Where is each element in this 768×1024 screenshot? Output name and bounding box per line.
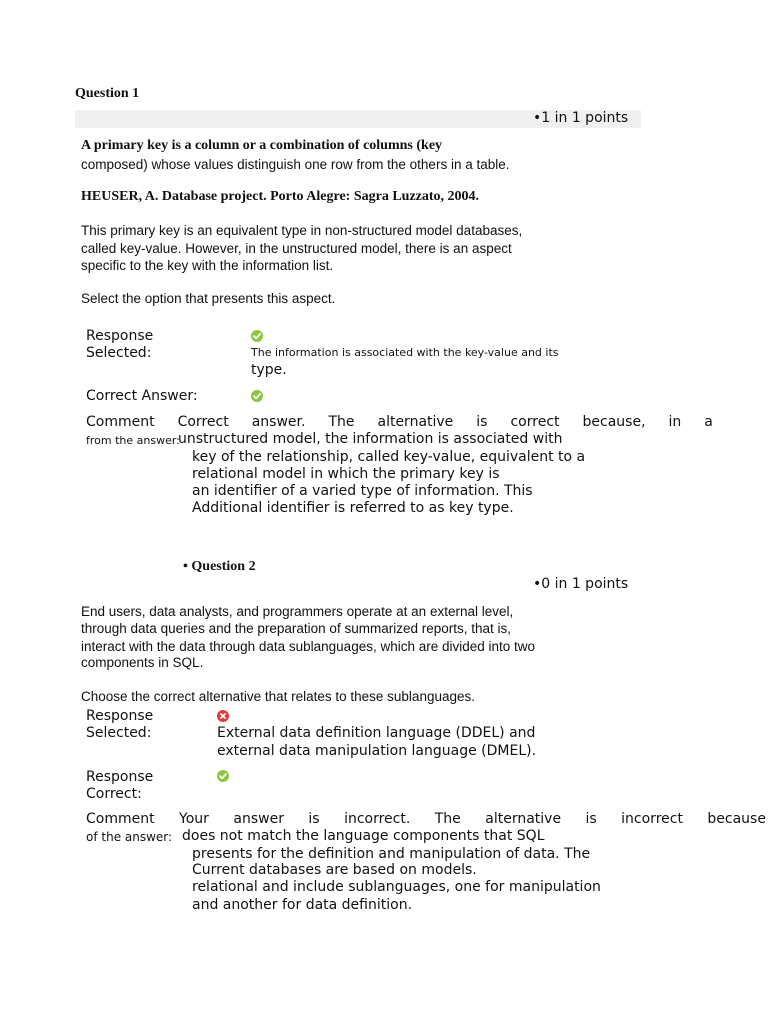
q2-paragraph-line: components in SQL. (81, 655, 204, 670)
q2-title: • Question 2 (183, 559, 256, 574)
comment-word: because (707, 811, 766, 827)
q1-instruction: Select the option that presents this aspect. (81, 291, 336, 306)
q1-comment-first-line (86, 414, 713, 430)
comment-word: The (434, 811, 461, 827)
q1-paragraph-line: called key-value. However, in the unstructured model, there is an aspect (81, 241, 512, 256)
q2-comment-line: Current databases are based on models. (192, 862, 477, 878)
comment-label: Comment (86, 414, 155, 430)
comment-word: is (585, 811, 597, 827)
comment-word: correct (510, 414, 560, 430)
q2-comment-first-line (86, 811, 766, 827)
q2-response-text: external data manipulation language (DMEL). (217, 743, 537, 759)
check-circle-icon (251, 330, 263, 342)
comment-word: answer. (251, 414, 306, 430)
comment-word: a (704, 414, 713, 430)
q2-points: •0 in 1 points (533, 576, 629, 592)
comment-word: is (476, 414, 488, 430)
q2-comment-line: does not match the language components that SQL (182, 828, 545, 844)
comment-word: Correct (177, 414, 229, 430)
q2-paragraph-line: End users, data analysts, and programmers operate at an external level, (81, 604, 514, 619)
q1-comment-line: Additional identifier is referred to as key type. (192, 500, 514, 516)
comment-word: alternative (377, 414, 454, 430)
q1-response-text: The information is associated with the key-value and its (251, 346, 559, 359)
q1-reference: HEUSER, A. Database project. Porto Alegre: Sagra Luzzato, 2004. (81, 189, 480, 204)
q1-title: Question 1 (75, 86, 140, 101)
q2-comment-line: and another for data definition. (192, 897, 413, 913)
q2-comment-line: presents for the definition and manipulation of data. The (192, 846, 591, 862)
q1-correct-label: Correct Answer: (86, 388, 198, 404)
q2-comment-line: relational and include sublanguages, one for manipulation (192, 879, 601, 895)
check-circle-icon (251, 390, 263, 402)
comment-word: Your (179, 811, 209, 827)
q2-correct-label: Correct: (86, 786, 142, 802)
comment-word: incorrect. (344, 811, 411, 827)
comment-word: alternative (485, 811, 562, 827)
q1-stem-bold: A primary key is a column or a combination of columns (key (81, 138, 443, 153)
q1-comment-line: key of the relationship, called key-value, equivalent to a (192, 449, 586, 465)
q1-comment-line: relational model in which the primary key is (192, 466, 500, 482)
q1-paragraph-line: This primary key is an equivalent type in non-structured model databases, (81, 223, 523, 238)
q2-response-text: External data definition language (DDEL) and (217, 725, 536, 741)
q2-comment-label-2: of the answer: (86, 830, 173, 844)
q1-comment-label-2: from the answer: (86, 434, 180, 447)
q1-response-text: type. (251, 362, 287, 378)
check-circle-icon (217, 770, 229, 782)
q2-response-label: Selected: (86, 725, 152, 741)
q1-comment-line: an identifier of a varied type of information. This (192, 483, 533, 499)
q1-paragraph-line: specific to the key with the information list. (81, 258, 334, 273)
q1-comment-line: unstructured model, the information is associated with (178, 431, 563, 447)
comment-word: answer (233, 811, 284, 827)
q1-points: •1 in 1 points (533, 110, 629, 126)
comment-word: incorrect (621, 811, 683, 827)
q2-correct-label: Response (86, 769, 154, 785)
q1-stem-rest: composed) whose values distinguish one row from the others in a table. (81, 157, 510, 172)
q2-instruction: Choose the correct alternative that relates to these sublanguages. (81, 689, 475, 704)
x-circle-icon (217, 710, 229, 722)
comment-word: because, (582, 414, 646, 430)
q1-response-label: Response (86, 328, 154, 344)
comment-label: Comment (86, 811, 155, 827)
comment-word: is (308, 811, 320, 827)
q2-paragraph-line: through data queries and the preparation of summarized reports, that is, (81, 621, 511, 636)
q2-paragraph-line: interact with the data through data sublanguages, which are divided into two (81, 639, 536, 654)
comment-word: The (328, 414, 355, 430)
comment-word: in (668, 414, 682, 430)
q2-response-label: Response (86, 708, 154, 724)
q1-response-label: Selected: (86, 345, 152, 361)
